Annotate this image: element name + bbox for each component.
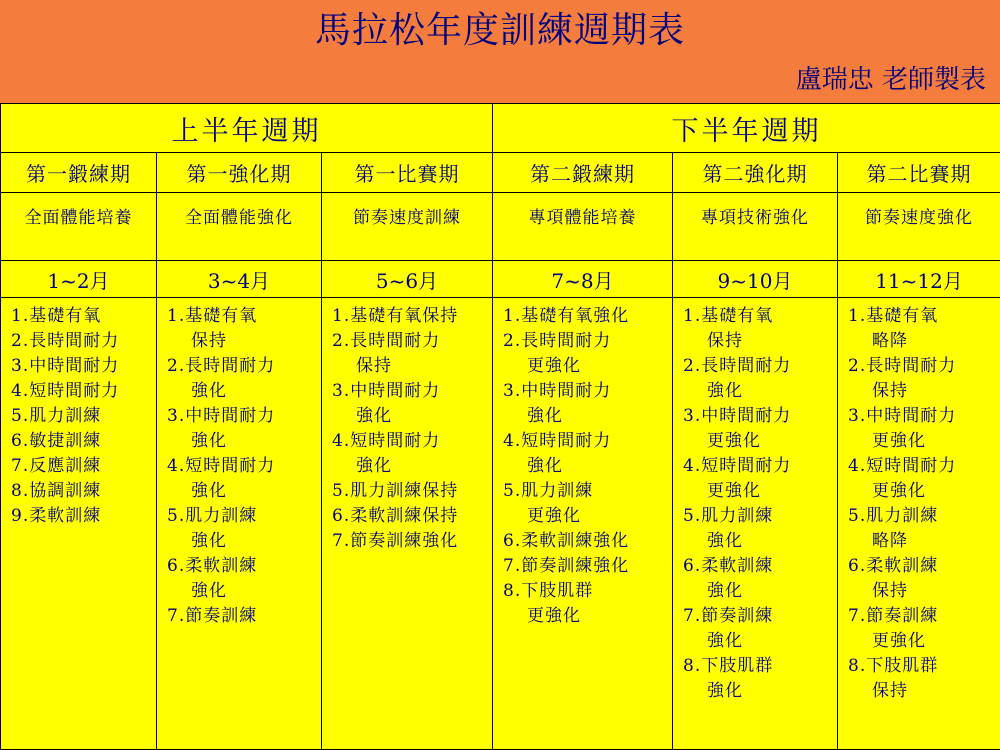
training-item: 強化 bbox=[191, 481, 227, 501]
training-item: 1.基礎有氧 bbox=[167, 306, 258, 326]
training-item: 5.肌力訓練 bbox=[848, 506, 939, 526]
training-item: 更強化 bbox=[707, 431, 762, 451]
training-item: 7.節奏訓練 bbox=[683, 606, 774, 626]
training-item: 4.短時間耐力 bbox=[683, 456, 792, 476]
training-item: 9.柔軟訓練 bbox=[11, 506, 102, 526]
training-item: 保持 bbox=[872, 381, 909, 401]
training-item: 強化 bbox=[707, 581, 744, 601]
phase-months-cell: 1~2月 bbox=[1, 261, 157, 298]
training-item: 7.反應訓練 bbox=[11, 456, 102, 476]
phase-focus-row bbox=[1, 193, 1000, 261]
header-banner bbox=[0, 0, 1000, 103]
training-item: 2.長時間耐力 bbox=[11, 331, 120, 351]
training-item: 7.節奏訓練 bbox=[167, 606, 258, 626]
training-item: 強化 bbox=[527, 456, 564, 476]
training-item: 4.短時間耐力 bbox=[11, 381, 120, 401]
training-item-list bbox=[503, 304, 672, 629]
training-item: 6.敏捷訓練 bbox=[11, 431, 102, 451]
training-item: 3.中時間耐力 bbox=[332, 381, 441, 401]
training-item: 3.中時間耐力 bbox=[848, 406, 957, 426]
training-item: 3.中時間耐力 bbox=[11, 356, 120, 376]
training-item: 強化 bbox=[191, 431, 227, 451]
training-cycle-table bbox=[0, 103, 1000, 750]
training-item: 2.長時間耐力 bbox=[332, 331, 441, 351]
training-item: 強化 bbox=[191, 531, 227, 551]
phase-focus-cell: 全面體能強化 bbox=[157, 193, 322, 261]
half-year-row bbox=[1, 104, 1000, 153]
training-item: 6.柔軟訓練 bbox=[848, 556, 939, 576]
training-item: 略降 bbox=[872, 531, 909, 551]
phase-name-cell: 第一鍛練期 bbox=[1, 153, 157, 193]
training-item: 更強化 bbox=[872, 481, 927, 501]
phase-name-cell: 第二鍛練期 bbox=[493, 153, 673, 193]
training-item: 更強化 bbox=[707, 481, 762, 501]
phase-items-cell bbox=[157, 298, 322, 750]
training-item: 6.柔軟訓練強化 bbox=[503, 531, 630, 551]
training-item: 3.中時間耐力 bbox=[683, 406, 792, 426]
training-item-list bbox=[683, 304, 837, 704]
training-item: 5.肌力訓練 bbox=[683, 506, 774, 526]
training-item: 8.下肢肌群 bbox=[503, 581, 594, 601]
phase-items-cell bbox=[322, 298, 493, 750]
training-item: 更強化 bbox=[872, 431, 927, 451]
first-half-header: 上半年週期 bbox=[1, 104, 493, 153]
training-item: 強化 bbox=[707, 381, 744, 401]
training-item: 強化 bbox=[356, 406, 392, 426]
phase-name-cell: 第一比賽期 bbox=[322, 153, 493, 193]
training-item: 4.短時間耐力 bbox=[332, 431, 441, 451]
training-item: 保持 bbox=[191, 331, 227, 351]
training-item: 更強化 bbox=[527, 506, 582, 526]
training-item: 2.長時間耐力 bbox=[167, 356, 276, 376]
phase-months-row bbox=[1, 261, 1000, 298]
phase-months-cell: 7~8月 bbox=[493, 261, 673, 298]
training-item: 強化 bbox=[191, 381, 227, 401]
training-item: 更強化 bbox=[872, 631, 927, 651]
training-item: 6.柔軟訓練 bbox=[167, 556, 258, 576]
page-title: 馬拉松年度訓練週期表 bbox=[314, 10, 685, 51]
phase-months-cell: 11~12月 bbox=[838, 261, 1000, 298]
training-item: 保持 bbox=[356, 356, 392, 376]
training-item: 4.短時間耐力 bbox=[503, 431, 612, 451]
training-item: 2.長時間耐力 bbox=[503, 331, 612, 351]
training-item-list bbox=[167, 304, 321, 629]
training-item: 1.基礎有氧保持 bbox=[332, 306, 459, 326]
training-item: 1.基礎有氧 bbox=[848, 306, 939, 326]
training-item: 8.下肢肌群 bbox=[683, 656, 774, 676]
training-item: 更強化 bbox=[527, 356, 582, 376]
phase-months-cell: 3~4月 bbox=[157, 261, 322, 298]
phase-name-cell: 第一強化期 bbox=[157, 153, 322, 193]
training-item: 3.中時間耐力 bbox=[503, 381, 612, 401]
phase-focus-cell: 全面體能培養 bbox=[1, 193, 157, 261]
training-item: 強化 bbox=[356, 456, 392, 476]
training-item: 強化 bbox=[527, 406, 564, 426]
training-item: 8.協調訓練 bbox=[11, 481, 102, 501]
training-item: 強化 bbox=[191, 581, 227, 601]
training-item: 5.肌力訓練 bbox=[11, 406, 102, 426]
training-item: 3.中時間耐力 bbox=[167, 406, 276, 426]
training-item: 保持 bbox=[872, 581, 909, 601]
training-item: 2.長時間耐力 bbox=[848, 356, 957, 376]
training-item-list bbox=[11, 304, 156, 529]
phase-items-cell bbox=[838, 298, 1000, 750]
training-item: 強化 bbox=[707, 681, 744, 701]
phase-name-cell: 第二強化期 bbox=[673, 153, 838, 193]
phase-items-row bbox=[1, 298, 1000, 750]
phase-name-row bbox=[1, 153, 1000, 193]
training-item: 5.肌力訓練 bbox=[167, 506, 258, 526]
phase-focus-cell: 專項體能培養 bbox=[493, 193, 673, 261]
training-item: 保持 bbox=[872, 681, 909, 701]
training-item: 強化 bbox=[707, 631, 744, 651]
training-item: 略降 bbox=[872, 331, 909, 351]
training-item-list bbox=[848, 304, 1000, 704]
training-item: 4.短時間耐力 bbox=[167, 456, 276, 476]
training-item: 1.基礎有氧強化 bbox=[503, 306, 630, 326]
phase-months-cell: 9~10月 bbox=[673, 261, 838, 298]
phase-months-cell: 5~6月 bbox=[322, 261, 493, 298]
phase-name-cell: 第二比賽期 bbox=[838, 153, 1000, 193]
training-item: 更強化 bbox=[527, 606, 582, 626]
phase-items-cell bbox=[673, 298, 838, 750]
training-item: 5.肌力訓練 bbox=[503, 481, 594, 501]
training-item: 保持 bbox=[707, 331, 744, 351]
training-item: 8.下肢肌群 bbox=[848, 656, 939, 676]
training-item: 7.節奏訓練 bbox=[848, 606, 939, 626]
phase-items-cell bbox=[493, 298, 673, 750]
training-item: 4.短時間耐力 bbox=[848, 456, 957, 476]
training-item: 1.基礎有氧 bbox=[11, 306, 102, 326]
phase-focus-cell: 節奏速度訓練 bbox=[322, 193, 493, 261]
training-item: 強化 bbox=[707, 531, 744, 551]
author-credit: 盧瑞忠 老師製表 bbox=[795, 65, 986, 95]
training-item: 5.肌力訓練保持 bbox=[332, 481, 459, 501]
training-item: 6.柔軟訓練保持 bbox=[332, 506, 459, 526]
training-item: 1.基礎有氧 bbox=[683, 306, 774, 326]
phase-focus-cell: 節奏速度強化 bbox=[838, 193, 1000, 261]
training-item: 7.節奏訓練強化 bbox=[503, 556, 630, 576]
second-half-header: 下半年週期 bbox=[493, 104, 1000, 153]
phase-focus-cell: 專項技術強化 bbox=[673, 193, 838, 261]
training-item: 2.長時間耐力 bbox=[683, 356, 792, 376]
training-item: 6.柔軟訓練 bbox=[683, 556, 774, 576]
training-item: 7.節奏訓練強化 bbox=[332, 531, 459, 551]
training-item-list bbox=[332, 304, 492, 554]
phase-items-cell bbox=[1, 298, 157, 750]
